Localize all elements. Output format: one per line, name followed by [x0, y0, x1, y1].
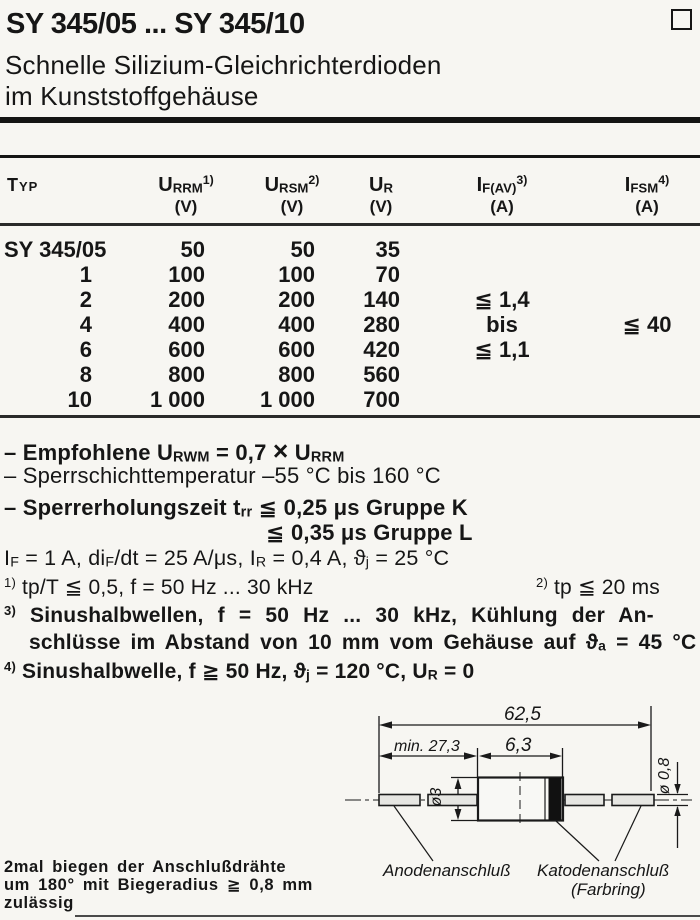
- conditions-line: $I_F = 1$ A, $di_F/dt = 25$ A/μs, $I_R = 0,4$ A, $ϑ_j = 25$ °C: [4, 546, 450, 571]
- note-recovery-time-k: – Sperrerholungszeit $t_{rr}$ ≦ 0,25 μs Gruppe K: [4, 495, 468, 521]
- bend-note-line-3: zulässig: [4, 894, 74, 912]
- note-junction-temperature: – Sperrschichttemperatur –55 °C bis 160 °C: [4, 463, 441, 488]
- cell-ifav: bis: [486, 312, 518, 337]
- dim-body-label: 6,3: [505, 735, 532, 756]
- cell-urrm: 400: [168, 312, 205, 337]
- footnote-4: $^{4)}$ Sinushalbwelle, f ≧ 50 Hz, $ϑ_j = 120$ °C, $U_R = 0$: [4, 658, 475, 683]
- cell-ursm: 200: [278, 287, 315, 312]
- subtitle-line-2: im Kunststoffgehäuse: [5, 81, 259, 111]
- table-row: [0, 237, 700, 262]
- divider-header-body: [0, 223, 700, 226]
- lead-left-outer: [379, 795, 420, 806]
- bend-note-line-1: 2mal biegen der Anschlußdrähte: [4, 858, 287, 876]
- cell-ursm: 600: [278, 337, 315, 362]
- cell-ursm: 800: [278, 362, 315, 387]
- cell-ur: 560: [363, 362, 400, 387]
- cell-ursm: 400: [278, 312, 315, 337]
- dia-lead-label: ø 0,8: [656, 757, 673, 795]
- leader-cathode-band: [556, 821, 599, 861]
- table-row: [0, 262, 700, 287]
- arrow-lead-left: [379, 752, 392, 759]
- table-row: [0, 362, 700, 387]
- arrow-dia3-up: [455, 778, 462, 789]
- cell-typ: 2: [79, 287, 92, 312]
- subtitle-line-1: Schnelle Silizium-Gleichrichterdioden: [5, 50, 442, 80]
- dim-lead-min-label: min. 27,3: [394, 738, 460, 755]
- cell-typ: 8: [79, 362, 92, 387]
- cell-typ: SY 345/05: [4, 237, 107, 262]
- cell-ursm: 1 000: [259, 387, 315, 412]
- dia-body-label: ø3: [428, 787, 445, 807]
- cell-ifav: ≦ 1,4: [474, 287, 530, 312]
- column-unit-ursm: (V): [280, 197, 304, 216]
- divider-thick: [0, 117, 700, 123]
- cell-urrm: 200: [168, 287, 205, 312]
- arrow-dia08-up: [674, 806, 680, 816]
- cell-ur: 140: [363, 287, 400, 312]
- note-recovery-time-l: ≦ 0,35 μs Gruppe L: [266, 520, 473, 545]
- footnote-3-line1: $^{3)}$ Sinushalbwellen, f = 50 Hz ... 30 kHz, Kühlung der An-: [4, 602, 654, 627]
- arrow-total-right: [638, 721, 651, 728]
- divider-table-top: [0, 155, 700, 158]
- cathode-terminal-label: Katodenanschluß: [537, 861, 670, 880]
- column-header-urrm: $U_{RRM}^{1)}$: [158, 173, 214, 196]
- table-row: [0, 287, 700, 312]
- footnote-1: $^{1)}$ tp/T ≦ 0,5, f = 50 Hz ... 30 kHz: [4, 574, 314, 599]
- leader-cathode-lead: [615, 806, 641, 861]
- cell-urrm: 50: [180, 237, 205, 262]
- page-title: SY 345/05 ... SY 345/10: [6, 8, 305, 40]
- cell-urrm: 1 000: [149, 387, 205, 412]
- cell-ur: 420: [363, 337, 400, 362]
- page-subtitle: [5, 50, 442, 112]
- column-unit-ifav: (A): [490, 197, 514, 216]
- cell-urrm: 800: [168, 362, 205, 387]
- cell-ursm: 50: [290, 237, 315, 262]
- cell-urrm: 100: [168, 262, 205, 287]
- arrow-dia08-down: [674, 784, 680, 794]
- arrow-total-left: [379, 721, 392, 728]
- table-row: [0, 387, 700, 412]
- cell-ur: 35: [375, 237, 400, 262]
- bend-note-line-2: um 180° mit Biegeradius ≧ 0,8 mm: [4, 876, 313, 894]
- arrow-body-left: [479, 753, 491, 760]
- cell-urrm: 600: [168, 337, 205, 362]
- arrow-dia3-down: [455, 809, 462, 820]
- cell-typ: 1: [79, 262, 92, 287]
- divider-page-bottom: [75, 915, 700, 917]
- note-recommended-urwm: – Empfohlene $U_{RWM} = 0,7 \times U_{RRM}$: [4, 436, 345, 466]
- cell-ifav: ≦ 1,1: [474, 337, 530, 362]
- arrow-lead-right: [464, 752, 477, 759]
- dim-total-label: 62,5: [504, 704, 541, 725]
- lead-right-outer: [612, 795, 654, 806]
- column-unit-ifsm: (A): [635, 197, 659, 216]
- corner-box-icon: [671, 9, 692, 30]
- cell-typ: 4: [79, 312, 92, 337]
- column-header-ursm: $U_{RSM}^{2)}$: [264, 173, 320, 196]
- cell-ur: 70: [375, 262, 400, 287]
- anode-terminal-label: Anodenanschluß: [383, 861, 511, 880]
- cathode-farbring-label: (Farbring): [571, 880, 646, 899]
- cell-ifsm: ≦ 40: [622, 312, 672, 337]
- column-header-ifsm: $I_{FSM}^{4)}$: [624, 173, 670, 196]
- arrow-body-right: [550, 753, 562, 760]
- cathode-band: [549, 778, 562, 820]
- footnote-2: $^{2)}$ tp ≦ 20 ms: [536, 574, 660, 599]
- lead-right-inner: [565, 795, 604, 806]
- leader-anode: [394, 806, 433, 861]
- column-header-ifav: $I_{F(AV)}^{3)}$: [476, 173, 528, 196]
- divider-table-bottom: [0, 415, 700, 418]
- table-row: [0, 337, 700, 362]
- column-header-ur: $U_R$: [369, 174, 393, 196]
- cell-ur: 280: [363, 312, 400, 337]
- column-unit-ur: (V): [369, 197, 393, 216]
- cell-typ: 6: [79, 337, 92, 362]
- cell-ur: 700: [363, 387, 400, 412]
- cell-typ: 10: [67, 387, 92, 412]
- bend-instruction-note: [4, 858, 313, 912]
- table-row: [0, 312, 700, 337]
- column-header-typ: Typ: [7, 175, 39, 195]
- column-unit-urrm: (V): [174, 197, 198, 216]
- cell-ursm: 100: [278, 262, 315, 287]
- footnote-3-line2: schlüsse im Abstand von 10 mm vom Gehäuse auf $ϑ_a = 45$ °C: [29, 631, 697, 654]
